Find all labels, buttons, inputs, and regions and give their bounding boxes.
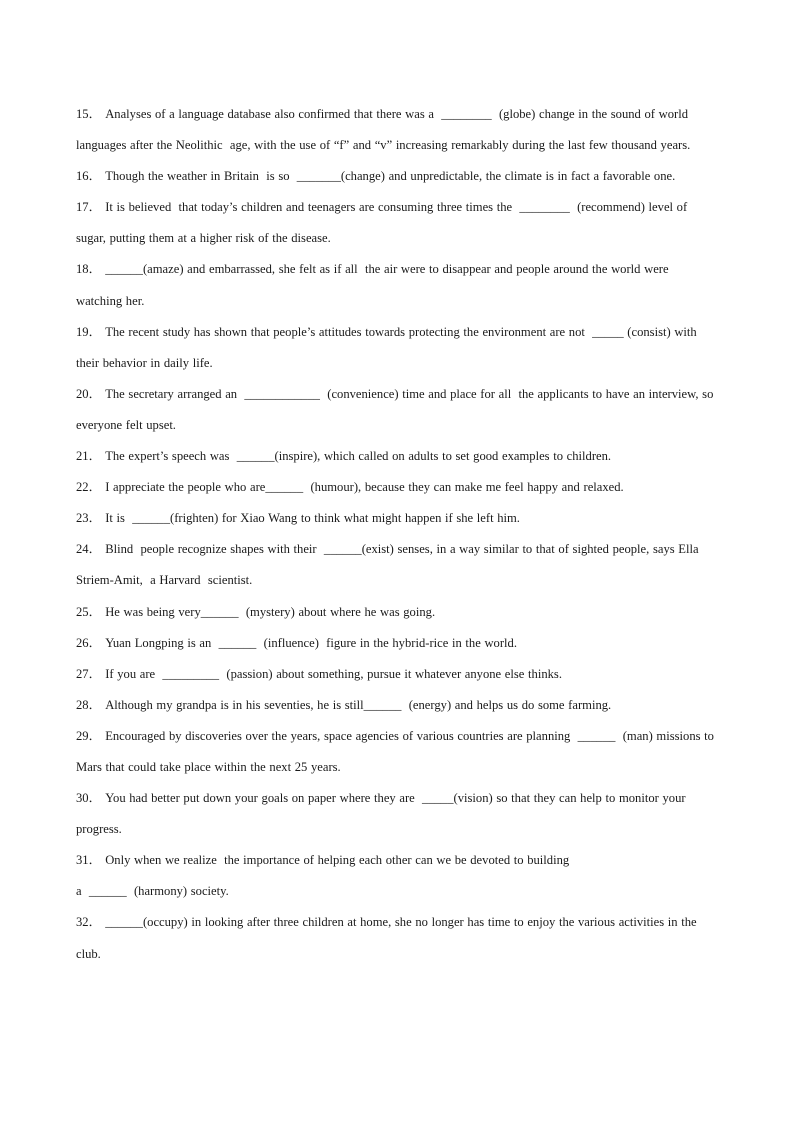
question-item [76,628,716,659]
question-text: The recent study has shown that people’s attitudes towards protecting the environment are not _____ (consist) with their behavior in daily life. [76,324,701,370]
question-text: Analyses of a language database also confirmed that there was a ________ (globe) change in the sound of world languages after the Neolithic age, with the use of “f” and “v” increasing remarkably during the last few thousand years. [76,107,692,153]
question-number: 26． [76,635,102,650]
question-item [76,534,716,596]
question-number: 28． [76,697,102,712]
question-text: Though the weather in Britain is so _______(change) and unpredictable, the climate is in fact a favorable one. [105,169,676,184]
question-text: ______(occupy) in looking after three children at home, she no longer has time to enjoy the various activities in the club. [76,915,701,961]
question-item [76,441,716,472]
question-text: The secretary arranged an ____________ (convenience) time and place for all the applicants to have an interview, so everyone felt upset. [76,386,718,432]
question-text: Yuan Longping is an ______ (influence) figure in the hybrid-rice in the world. [105,635,517,650]
question-text: You had better put down your goals on paper where they are _____(vision) so that they can help to monitor your progress. [76,791,690,837]
question-item [76,783,716,845]
question-item [76,161,716,192]
question-number: 29． [76,728,102,743]
question-number: 19． [76,324,102,339]
question-text: It is believed that today’s children and teenagers are consuming three times the ________ (recommend) level of sugar, putting them at a higher risk of the disease. [76,200,691,246]
question-item [76,721,716,783]
question-text: It is ______(frighten) for Xiao Wang to think what might happen if she left him. [105,511,520,526]
question-number: 20． [76,386,102,401]
question-text: Only when we realize the importance of helping each other can we be devoted to building a ______ (harmony) society. [76,853,570,899]
question-number: 32． [76,915,102,930]
question-text: The expert’s speech was ______(inspire), which called on adults to set good examples to children. [105,449,612,464]
question-item [76,192,716,254]
question-item [76,690,716,721]
question-item [76,597,716,628]
question-text: If you are _________ (passion) about something, pursue it whatever anyone else thinks. [105,666,562,681]
question-number: 21． [76,449,102,464]
question-item [76,472,716,503]
question-number: 22． [76,480,102,495]
question-item [76,254,716,316]
question-number: 15． [76,107,102,121]
question-item [76,317,716,379]
question-text: I appreciate the people who are______ (humour), because they can make me feel happy and relaxed. [105,480,624,495]
question-text: Although my grandpa is in his seventies, he is still______ (energy) and helps us do some farming. [105,697,612,712]
question-number: 17． [76,200,102,215]
question-item [76,659,716,690]
question-item [76,907,716,969]
question-number: 16． [76,169,102,184]
question-text: Blind people recognize shapes with their ______(exist) senses, in a way similar to that of sighted people, says Ella Striem-Amit, a Harvard scientist. [76,542,706,588]
question-item [76,99,716,161]
question-text: He was being very______ (mystery) about where he was going. [105,604,436,619]
question-number: 18． [76,262,102,277]
question-number: 24． [76,542,102,557]
question-number: 23． [76,511,102,526]
question-number: 31． [76,853,102,868]
question-item [76,379,716,441]
question-text: ______(amaze) and embarrassed, she felt as if all the air were to disappear and people around the world were watching her. [76,262,673,308]
question-item [76,845,716,907]
question-number: 30． [76,791,102,806]
question-number: 27． [76,666,102,681]
question-text: Encouraged by discoveries over the years, space agencies of various countries are planning ______ (man) missions to Mars that could take place within the next 25 years. [76,728,718,774]
question-list [76,99,716,970]
question-number: 25． [76,604,102,619]
question-item [76,503,716,534]
